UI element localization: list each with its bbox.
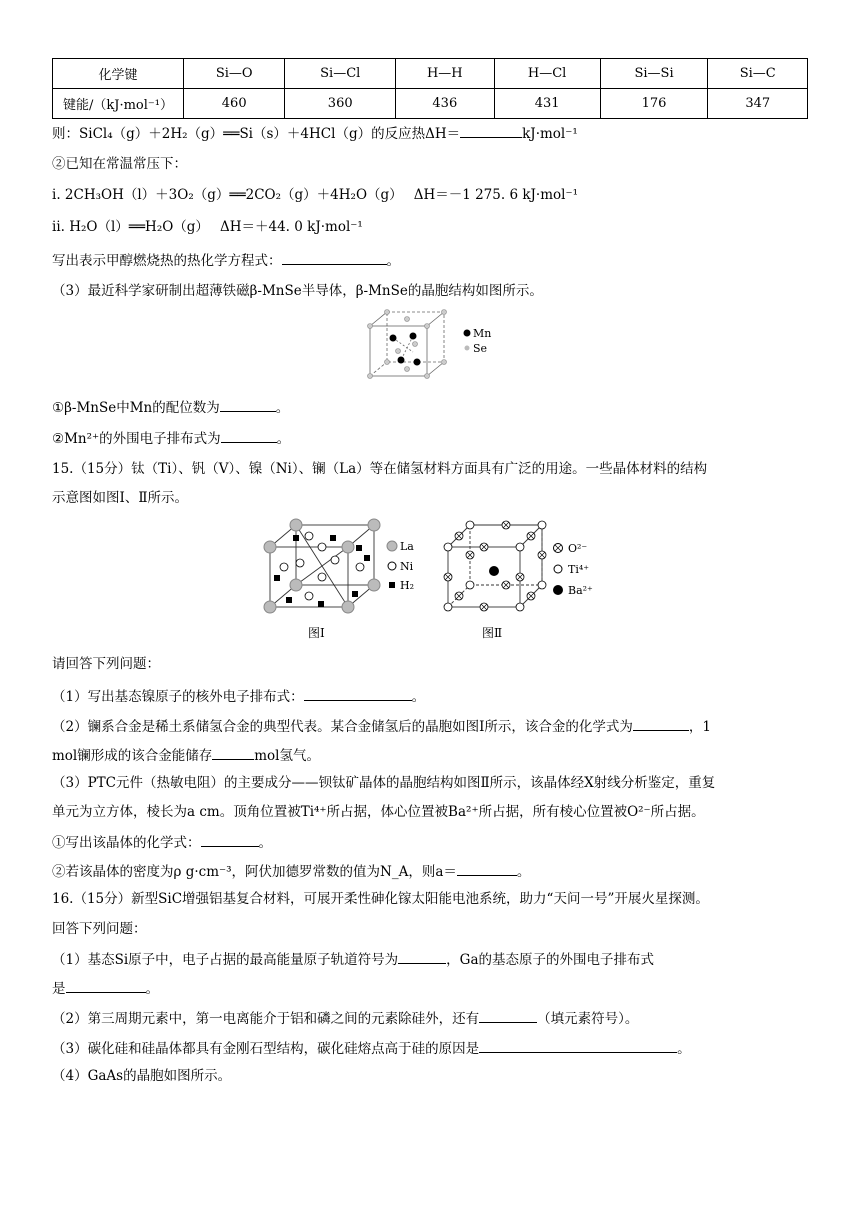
ni-legend-marker xyxy=(388,562,396,570)
answer-blank xyxy=(457,861,517,876)
text-line: 示意图如图Ⅰ、Ⅱ所示。 xyxy=(52,490,189,506)
line-text: 。 xyxy=(145,981,159,997)
line-text: ②Mn²⁺的外围电子排布式为 xyxy=(52,431,221,447)
se-legend-marker xyxy=(465,346,470,351)
ti4-legend-label: Ti⁴⁺ xyxy=(568,563,590,576)
table-cell: 460 xyxy=(184,89,285,119)
text-line: 请回答下列问题： xyxy=(52,656,160,672)
table-row xyxy=(53,89,808,119)
text-line: 回答下列问题： xyxy=(52,921,147,937)
line-text: 。 xyxy=(516,864,531,880)
table-cell: 431 xyxy=(494,89,600,119)
answer-blank xyxy=(212,745,254,760)
text-line xyxy=(52,250,400,270)
answer-blank xyxy=(66,978,146,993)
answer-blank xyxy=(201,832,259,847)
figure-2-caption: 图Ⅱ xyxy=(482,626,503,640)
line-text: 。 xyxy=(386,253,400,269)
figure-2-crystal xyxy=(440,515,610,643)
table-header-cell: Si—C xyxy=(708,59,808,89)
line-text: 。 xyxy=(258,835,272,851)
line-text: 写出表示甲醇燃烧热的热化学方程式： xyxy=(52,253,282,269)
text-line: （4）GaAs的晶胞如图所示。 xyxy=(52,1068,232,1084)
ni-legend-label: Ni xyxy=(400,560,414,573)
text-line: （3）PTC元件（热敏电阻）的主要成分——钡钛矿晶体的晶胞结构如图Ⅱ所示，该晶体经X射线分析鉴定，重复 xyxy=(52,775,716,791)
mn-legend-marker xyxy=(464,330,471,337)
la-legend-marker xyxy=(387,541,397,551)
answer-blank xyxy=(220,397,276,412)
text-line: ⅰ. 2CH₃OH（l）＋3O₂（g）══2CO₂（g）＋4H₂O（g） ΔH＝－1 275. 6 kJ·mol⁻¹ xyxy=(52,187,578,203)
table-cell: 436 xyxy=(396,89,495,119)
h2-legend-label: H₂ xyxy=(400,579,415,592)
answer-blank xyxy=(398,949,446,964)
figure-1-crystal xyxy=(260,515,430,643)
h2-legend-marker xyxy=(389,582,395,588)
line-text: 。 xyxy=(411,689,426,705)
text-line xyxy=(52,1008,638,1028)
table-header-cell: 化学键 xyxy=(53,59,184,89)
text-line: 15.（15分）钛（Ti）、钒（V）、镍（Ni）、镧（La）等在储氢材料方面具有广泛的用途。一些晶体材料的结构 xyxy=(52,461,708,477)
line-text: 。 xyxy=(677,1041,691,1057)
text-line xyxy=(52,861,530,881)
answer-blank xyxy=(282,250,387,265)
text-line: ②已知在常温常压下： xyxy=(52,156,187,172)
ti4-legend-marker xyxy=(554,565,562,573)
text-line xyxy=(52,686,425,706)
table-cell: 176 xyxy=(600,89,708,119)
table-header-row xyxy=(53,59,808,89)
table-cell: 360 xyxy=(285,89,396,119)
text-line xyxy=(52,745,320,765)
text-line xyxy=(52,123,578,143)
line-text: （1）基态Si原子中，电子占据的最高能量原子轨道符号为 xyxy=(52,952,399,968)
answer-blank xyxy=(460,123,522,138)
line-text: mol氢气。 xyxy=(254,748,320,764)
line-text: 。 xyxy=(276,431,291,447)
text-line xyxy=(52,428,290,448)
la-legend-label: La xyxy=(400,540,414,553)
line-text: ，1 xyxy=(688,719,712,735)
text-line: （3）最近科学家研制出超薄铁磁β-MnSe半导体，β-MnSe的晶胞结构如图所示。 xyxy=(52,283,543,299)
line-text: mol镧形成的该合金能储存 xyxy=(52,748,213,764)
text-line: ⅱ. H₂O（l）══H₂O（g） ΔH＝＋44. 0 kJ·mol⁻¹ xyxy=(52,219,363,235)
mn-legend-label: Mn xyxy=(473,327,492,340)
ba2-legend-marker xyxy=(553,585,563,595)
answer-blank xyxy=(304,686,412,701)
table-header-cell: H—Cl xyxy=(494,59,600,89)
bond-energy-table xyxy=(52,58,808,119)
line-text: （2）镧系合金是稀土系储氢合金的典型代表。某合金储氢后的晶胞如图Ⅰ所示，该合金的化学式为 xyxy=(52,719,633,735)
line-text: 。 xyxy=(275,400,290,416)
text-line xyxy=(52,978,159,998)
text-line xyxy=(52,716,711,736)
line-text: ①β-MnSe中Mn的配位数为 xyxy=(52,400,220,416)
line-text: ①写出该晶体的化学式： xyxy=(52,835,201,851)
line-text: kJ·mol⁻¹ xyxy=(522,126,578,142)
text-line xyxy=(52,1038,691,1058)
line-text: （填元素符号）。 xyxy=(537,1011,639,1027)
line-text: （2）第三周期元素中，第一电离能介于铝和磷之间的元素除硅外，还有 xyxy=(52,1011,480,1027)
mnse-crystal-figure xyxy=(365,308,505,380)
text-line: 单元为立方体，棱长为a cm。顶角位置被Ti⁴⁺所占据，体心位置被Ba²⁺所占据，所有棱心位置被O²⁻所占据。 xyxy=(52,804,705,820)
table-row-label: 键能/（kJ·mol⁻¹） xyxy=(53,89,184,119)
line-text: 则：SiCl₄（g）＋2H₂（g）══Si（s）＋4HCl（g）的反应热ΔH＝ xyxy=(52,126,461,142)
answer-blank xyxy=(479,1008,537,1023)
line-text: 是 xyxy=(52,981,66,997)
o2-legend-label: O²⁻ xyxy=(568,542,588,555)
table-header-cell: Si—O xyxy=(184,59,285,89)
answer-blank xyxy=(633,716,689,731)
line-text: ②若该晶体的密度为ρ g·cm⁻³，阿伏加德罗常数的值为N_A，则a＝ xyxy=(52,864,457,880)
text-line xyxy=(52,397,289,417)
text-line xyxy=(52,949,654,969)
answer-blank xyxy=(479,1038,677,1053)
table-header-cell: H—H xyxy=(396,59,495,89)
se-legend-label: Se xyxy=(473,342,488,355)
table-header-cell: Si—Si xyxy=(600,59,708,89)
line-text: ，Ga的基态原子的外围电子排布式 xyxy=(446,952,654,968)
answer-blank xyxy=(221,428,277,443)
text-line xyxy=(52,832,272,852)
table-cell: 347 xyxy=(708,89,808,119)
ba2-legend-label: Ba²⁺ xyxy=(568,584,593,597)
line-text: （1）写出基态镍原子的核外电子排布式： xyxy=(52,689,304,705)
line-text: （3）碳化硅和硅晶体都具有金刚石型结构，碳化硅熔点高于硅的原因是 xyxy=(52,1041,480,1057)
table-header-cell: Si—Cl xyxy=(285,59,396,89)
figure-1-caption: 图Ⅰ xyxy=(308,626,325,640)
text-line: 16.（15分）新型SiC增强铝基复合材料，可展开柔性砷化镓太阳能电池系统，助力“天问一号”开展火星探测。 xyxy=(52,891,709,907)
